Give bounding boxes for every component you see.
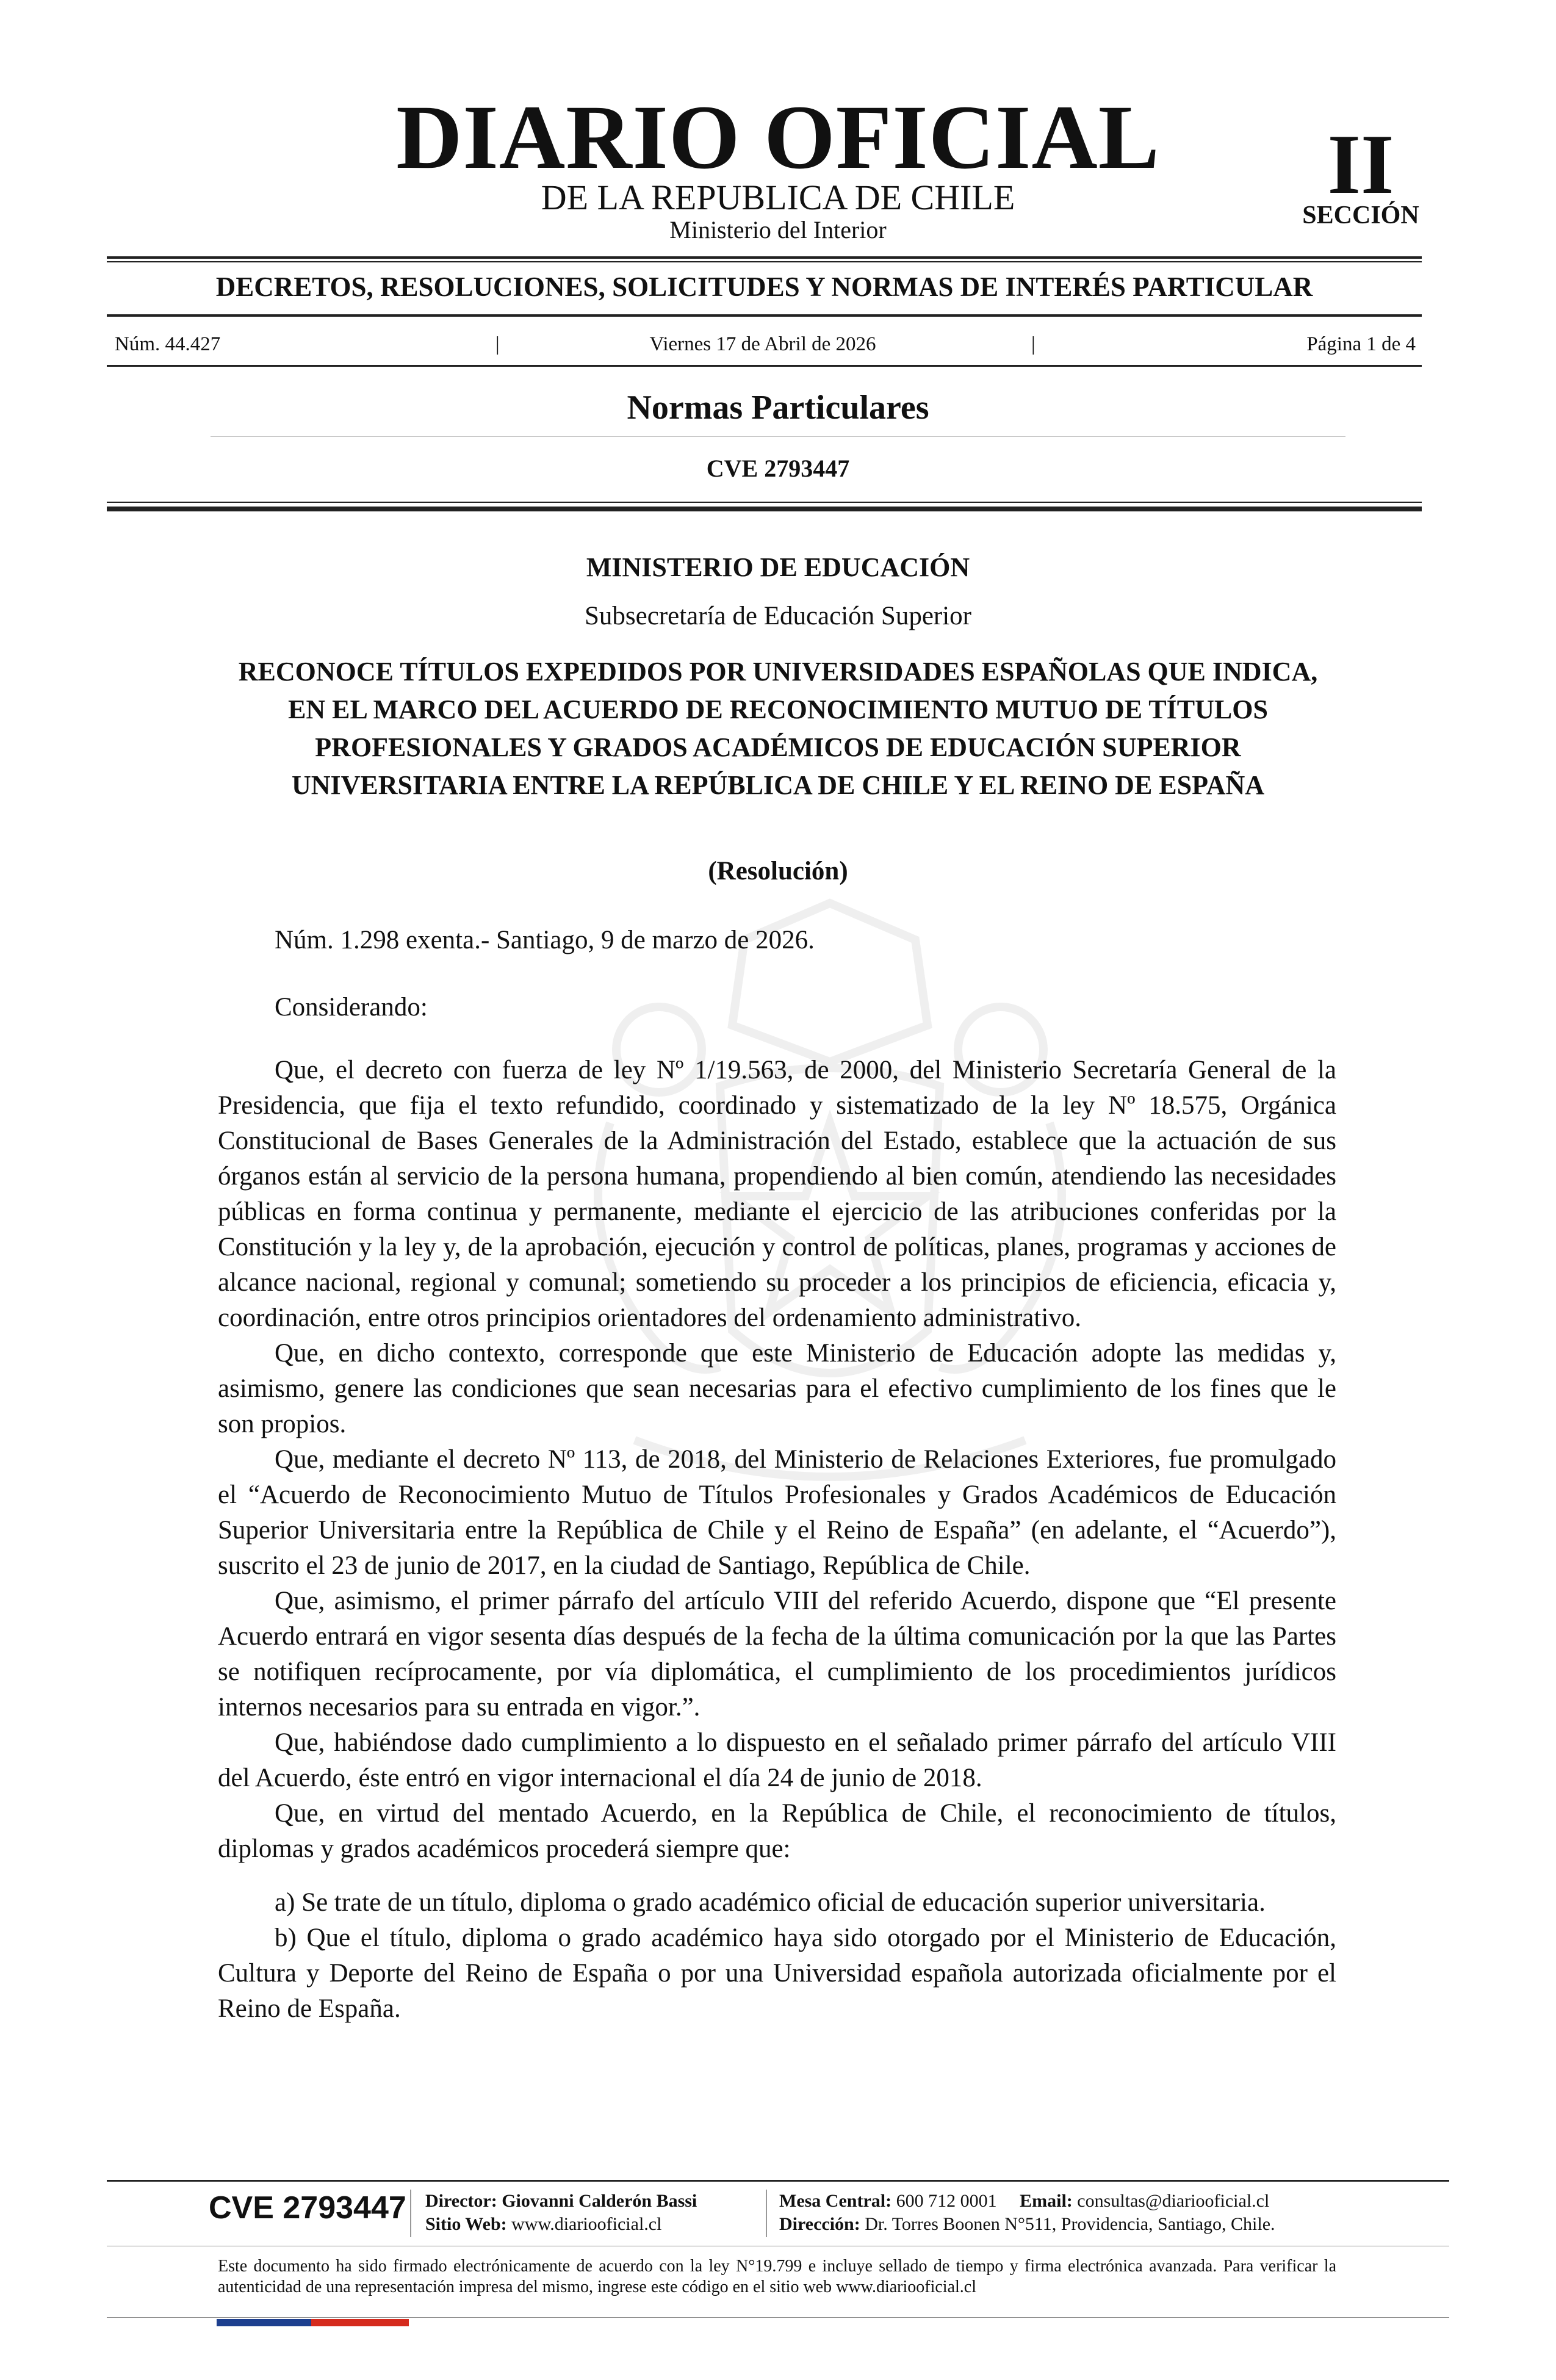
- resolution-kind: (Resolución): [708, 857, 848, 885]
- considerando-paragraphs: [218, 1053, 1336, 2027]
- paragraph: Que, en virtud del mentado Acuerdo, en la República de Chile, el reconocimiento de títulos, diplomas y grados académicos procederá siempre que:: [218, 1799, 1336, 1863]
- footer-legal-notice: Este documento ha sido firmado electrónicamente de acuerdo con la ley N°19.799 e incluye sellado de tiempo y firma electrónica avanzada. Para verificar la autenticidad de una representación impresa del mismo, ingrese este código en el sitio web www.diariooficial.cl: [218, 2257, 1336, 2296]
- footer-rule-bottom: [107, 2317, 1449, 2318]
- cve-rule-thin: [107, 502, 1422, 503]
- footer-divider: [410, 2190, 411, 2237]
- document-subsecretaria: Subsecretaría de Educación Superior: [585, 602, 971, 630]
- section-title-rule: [211, 436, 1345, 437]
- meta-separator: |: [1031, 333, 1036, 355]
- masthead-rule-top-thin: [107, 261, 1422, 262]
- page-number: Página 1 de 4: [1306, 333, 1416, 355]
- section-label: SECCIÓN: [1302, 201, 1419, 229]
- footer-contact-block: [779, 2190, 1275, 2236]
- masthead-subtitle: DE LA REPUBLICA DE CHILE: [541, 178, 1015, 217]
- paragraph: Que, asimismo, el primer párrafo del artículo VIII del referido Acuerdo, dispone que “El presente Acuerdo entrará en vigor sesenta días después de la fecha de la última comunicación por la que las Partes se notifiquen recíprocamente, por vía diplomática, el cumplimiento de los procedimientos jurídicos internos necesarios para su entrada en vigor.”.: [218, 1587, 1336, 1722]
- cve-rule-thick: [107, 507, 1422, 511]
- footer-rule-top: [107, 2180, 1449, 2182]
- meta-rule: [107, 365, 1422, 367]
- mesa-label: Mesa Central:: [779, 2191, 892, 2211]
- paragraph-item-b: b) Que el título, diploma o grado académico haya sido otorgado por el Ministerio de Educación, Cultura y Deporte del Reino de España o por una Universidad española autorizada oficialmente por el Reino de España.: [218, 1924, 1336, 2023]
- resolution-number-line: Núm. 1.298 exenta.- Santiago, 9 de marzo de 2026.: [275, 926, 815, 954]
- category-heading: DECRETOS, RESOLUCIONES, SOLICITUDES Y NORMAS DE INTERÉS PARTICULAR: [215, 272, 1313, 302]
- issue-number: Núm. 44.427: [115, 333, 221, 355]
- address-label: Dirección:: [779, 2214, 860, 2234]
- masthead-title: DIARIO OFICIAL: [396, 87, 1160, 188]
- cve-code: CVE 2793447: [706, 455, 850, 482]
- paragraph: Que, el decreto con fuerza de ley Nº 1/19.563, de 2000, del Ministerio Secretaría General de la Presidencia, que fija el texto refundido, coordinado y sistematizado de la ley Nº 18.575, Orgánica Constitucional de Bases Generales de la Administración del Estado, establece que la actuación de sus órganos están al servicio de la persona humana, propendiendo al bien común, atendiendo las necesidades públicas en forma continua y permanente, mediante el ejercicio de las atribuciones conferidas por la Constitución y la ley y, de la aprobación, ejecución y control de políticas, planes, programas y acciones de alcance nacional, regional y comunal; sometiendo su proceder a los principios de eficiencia, eficacia y, coordinación, entre otros principios orientadores del ordenamiento administrativo.: [218, 1056, 1336, 1332]
- paragraph: Que, mediante el decreto Nº 113, de 2018, del Ministerio de Relaciones Exteriores, fue promulgado el “Acuerdo de Reconocimiento Mutuo de Títulos Profesionales y Grados Académicos de Educación Superior Universitaria entre la República de Chile y el Reino de España” (en adelante, el “Acuerdo”), suscrito el 23 de junio de 2017, en la ciudad de Santiago, República de Chile.: [218, 1445, 1336, 1580]
- web-label: Sitio Web:: [425, 2214, 507, 2234]
- section-number: II: [1327, 117, 1394, 212]
- director-name: Giovanni Calderón Bassi: [502, 2191, 697, 2211]
- mesa-phone: 600 712 0001: [896, 2191, 997, 2211]
- masthead-ministry: Ministerio del Interior: [669, 216, 887, 243]
- address-value: Dr. Torres Boonen N°511, Providencia, Santiago, Chile.: [865, 2214, 1275, 2234]
- masthead-rule-top: [107, 256, 1422, 259]
- web-link[interactable]: www.diariooficial.cl: [511, 2214, 662, 2234]
- flag-stripe-red: [311, 2319, 409, 2326]
- document-ministry: MINISTERIO DE EDUCACIÓN: [586, 552, 970, 582]
- meta-separator: |: [495, 333, 500, 355]
- issue-date: Viernes 17 de Abril de 2026: [649, 333, 876, 355]
- paragraph-item-a: a) Se trate de un título, diploma o grado académico oficial de educación superior universitaria.: [275, 1888, 1266, 1917]
- paragraph: Que, en dicho contexto, corresponde que este Ministerio de Educación adopte las medidas y, asimismo, genere las condiciones que sean necesarias para el efectivo cumplimiento de los fines que le son propios.: [218, 1339, 1336, 1438]
- resolution-title: RECONOCE TÍTULOS EXPEDIDOS POR UNIVERSIDADES ESPAÑOLAS QUE INDICA, EN EL MARCO DEL ACUERDO DE RECONOCIMIENTO MUTUO DE TÍTULOS PROFESIONALES Y GRADOS ACADÉMICOS DE EDUCACIÓN SUPERIOR UNIVERSITARIA ENTRE LA REPÚBLICA DE CHILE Y EL REINO DE ESPAÑA: [238, 657, 1318, 800]
- footer-director-block: [425, 2190, 697, 2236]
- footer-cve-code: CVE 2793447: [209, 2190, 406, 2226]
- paragraph: Que, habiéndose dado cumplimiento a lo dispuesto en el señalado primer párrafo del artículo VIII del Acuerdo, éste entró en vigor internacional el día 24 de junio de 2018.: [218, 1728, 1336, 1792]
- email-label: Email:: [1020, 2191, 1073, 2211]
- director-label: Director:: [425, 2191, 497, 2211]
- flag-stripe-blue: [217, 2319, 311, 2326]
- email-link[interactable]: consultas@diariooficial.cl: [1077, 2191, 1270, 2211]
- considerando-heading: Considerando:: [275, 993, 428, 1022]
- footer-divider: [766, 2190, 767, 2237]
- section-title: Normas Particulares: [627, 389, 929, 427]
- category-rule: [107, 314, 1422, 317]
